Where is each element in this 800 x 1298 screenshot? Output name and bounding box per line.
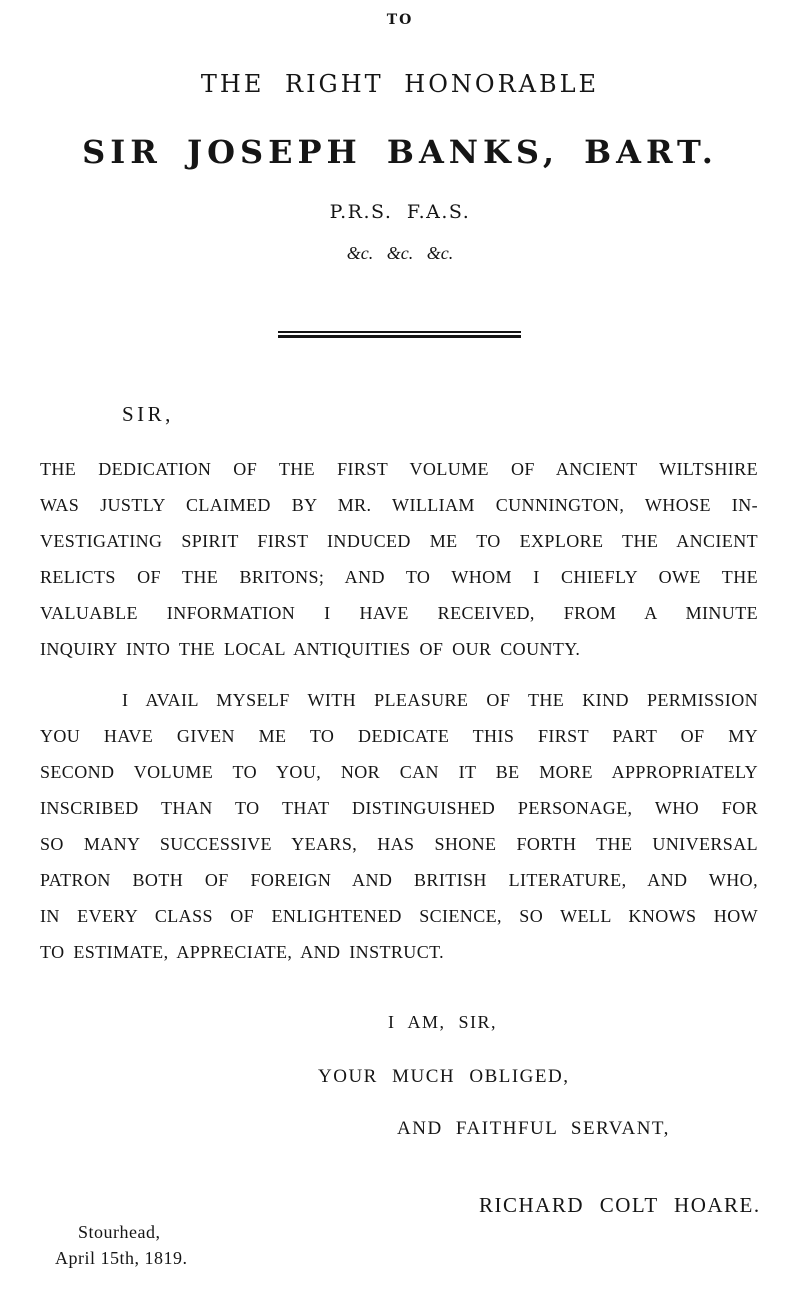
body-line: I AVAIL MYSELF WITH PLEASURE OF THE KIND PERMISSION [122, 690, 758, 710]
body-line: VESTIGATING SPIRIT FIRST INDUCED ME TO EXPLORE THE ANCIENT [40, 531, 758, 551]
dedication-paragraph-1 [40, 451, 758, 667]
body-line: SO MANY SUCCESSIVE YEARS, HAS SHONE FORTH THE UNIVERSAL [40, 834, 758, 854]
body-line: YOU HAVE GIVEN ME TO DEDICATE THIS FIRST PART OF MY [40, 726, 758, 746]
dedication-to-label: TO [386, 12, 414, 28]
body-line: IN EVERY CLASS OF ENLIGHTENED SCIENCE, SO WELL KNOWS HOW [40, 906, 758, 926]
closing-much-obliged: YOUR MUCH OBLIGED, [318, 1066, 570, 1087]
dedicatee-name: SIR JOSEPH BANKS, BART. [82, 133, 718, 171]
salutation: SIR, [122, 402, 174, 426]
body-line: INSCRIBED THAN TO THAT DISTINGUISHED PERSONAGE, WHO FOR [40, 798, 758, 818]
body-line: SECOND VOLUME TO YOU, NOR CAN IT BE MORE APPROPRIATELY [40, 762, 758, 782]
dedication-paragraph-2 [40, 682, 758, 970]
body-line: PATRON BOTH OF FOREIGN AND BRITISH LITERATURE, AND WHO, [40, 870, 758, 890]
double-rule-divider [278, 331, 521, 338]
closing-faithful-servant: AND FAITHFUL SERVANT, [397, 1118, 670, 1139]
place-line: Stourhead, [78, 1222, 161, 1242]
body-line: TO ESTIMATE, APPRECIATE, AND INSTRUCT. [40, 942, 445, 962]
etcetera-line: &c. &c. &c. [346, 243, 454, 263]
honorific-line: THE RIGHT HONORABLE [200, 70, 600, 98]
date-line: April 15th, 1819. [55, 1248, 188, 1268]
body-line: VALUABLE INFORMATION I HAVE RECEIVED, FROM A MINUTE [40, 603, 758, 623]
body-line: WAS JUSTLY CLAIMED BY MR. WILLIAM CUNNINGTON, WHOSE IN- [40, 495, 758, 515]
body-line: THE DEDICATION OF THE FIRST VOLUME OF ANCIENT WILTSHIRE [40, 459, 758, 479]
closing-i-am-sir: I AM, SIR, [388, 1012, 498, 1032]
signature-name: RICHARD COLT HOARE. [479, 1193, 761, 1217]
body-line: INQUIRY INTO THE LOCAL ANTIQUITIES OF OUR COUNTY. [40, 639, 581, 659]
post-nominals: P.R.S. F.A.S. [329, 201, 471, 223]
body-line: RELICTS OF THE BRITONS; AND TO WHOM I CHIEFLY OWE THE [40, 567, 758, 587]
